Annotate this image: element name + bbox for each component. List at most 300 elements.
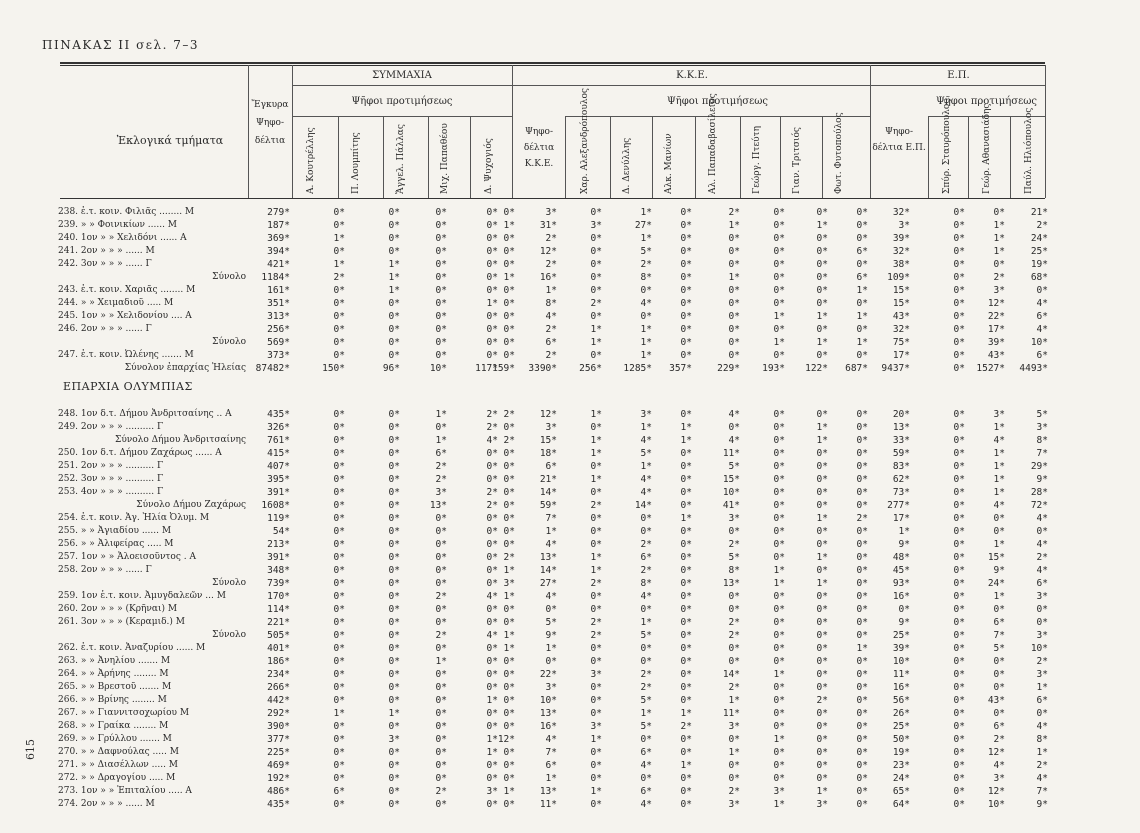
header-valid-votes: Ἔγκυρα Ψηφο-δέλτια	[251, 100, 289, 146]
cell: 96*	[382, 363, 400, 374]
cell: 2*	[728, 617, 740, 628]
cell: 1*	[333, 708, 345, 719]
cell: 15*	[987, 552, 1005, 563]
cell: 2*	[640, 565, 652, 576]
cell: 0*	[953, 272, 965, 283]
cell: 0*	[993, 708, 1005, 719]
cell: 3*	[545, 207, 557, 218]
cell: 4*	[640, 435, 652, 446]
cell: 9437*	[881, 363, 910, 374]
cell: 0*	[590, 422, 602, 433]
cell: 0*	[816, 350, 828, 361]
cell: 0*	[856, 565, 868, 576]
header-ep: Ε.Π.	[947, 70, 970, 81]
cell: 41*	[722, 500, 740, 511]
cell: 0*	[728, 604, 740, 615]
cell: 0*	[816, 669, 828, 680]
cell: 0*	[680, 285, 692, 296]
cell: 1*	[728, 272, 740, 283]
row-label: 261. 3ον » » » (Κεραμιδ.) Μ	[58, 617, 185, 627]
cell: 4493*	[1019, 363, 1048, 374]
cell: 1*	[545, 526, 557, 537]
header-bottom-rule	[60, 198, 1045, 199]
cell: 5*	[640, 630, 652, 641]
cell: 8*	[1036, 734, 1048, 745]
cell: 0*	[486, 233, 498, 244]
cell: 0*	[486, 669, 498, 680]
cell: 0*	[816, 246, 828, 257]
cell: 6*	[1036, 695, 1048, 706]
cell: 9*	[1036, 799, 1048, 810]
cell: 0*	[333, 643, 345, 654]
cell: 32*	[892, 207, 910, 218]
cell: 48*	[892, 552, 910, 563]
cell: 0*	[388, 760, 400, 771]
cell: 2*	[1036, 760, 1048, 771]
cell: 0*	[728, 656, 740, 667]
cell: 0*	[333, 773, 345, 784]
row-label: 245. 1ον » » Χελιδονίου .... Α	[58, 311, 192, 321]
cell: 395*	[267, 474, 290, 485]
cell: 3*	[590, 721, 602, 732]
cell: 0*	[503, 474, 515, 485]
cell: 6*	[993, 617, 1005, 628]
candidate-header: Αλ. Παπαδαβασίλειος	[708, 93, 718, 194]
cell: 1*	[816, 552, 828, 563]
cell: 0*	[590, 311, 602, 322]
cell: 0*	[503, 708, 515, 719]
cell: 1*	[640, 350, 652, 361]
cell: 0*	[773, 630, 785, 641]
row-label: 274. 2ον » » » ...... Μ	[58, 799, 155, 809]
cell: 4*	[640, 591, 652, 602]
cell: 0*	[680, 337, 692, 348]
cell: 59*	[539, 500, 557, 511]
cell: 2*	[545, 233, 557, 244]
cell: 1*	[590, 448, 602, 459]
cell: 0*	[816, 324, 828, 335]
cell: 0*	[773, 643, 785, 654]
cell: 1*	[773, 337, 785, 348]
cell: 0*	[333, 298, 345, 309]
cell: 1*	[993, 461, 1005, 472]
cell: 0*	[503, 695, 515, 706]
cell: 357*	[669, 363, 692, 374]
cell: 7*	[545, 747, 557, 758]
cell: 234*	[267, 669, 290, 680]
cell: 0*	[816, 643, 828, 654]
cell: 0*	[680, 409, 692, 420]
cell: 22*	[987, 311, 1005, 322]
cell: 0*	[953, 474, 965, 485]
cell: 1*	[728, 747, 740, 758]
cell: 3*	[993, 773, 1005, 784]
cell: 0*	[856, 552, 868, 563]
cell: 0*	[953, 695, 965, 706]
row-label: 247. ἑ.τ. κοιν. Ὠλένης ....... Μ	[58, 350, 194, 360]
cell: 0*	[388, 591, 400, 602]
cell: 6*	[640, 786, 652, 797]
cell: 351*	[267, 298, 290, 309]
cell: 0*	[333, 669, 345, 680]
cell: 0*	[486, 773, 498, 784]
cell: 225*	[267, 747, 290, 758]
cell: 13*	[429, 500, 447, 511]
row-label: 240. 1ον » » Χελιδόνι ...... Α	[58, 233, 187, 243]
cell: 0*	[435, 246, 447, 257]
cell: 16*	[539, 721, 557, 732]
cell: 1*	[545, 773, 557, 784]
cell: 1*	[680, 708, 692, 719]
cell: 17*	[892, 513, 910, 524]
cell: 279*	[267, 207, 290, 218]
cell: 5*	[993, 643, 1005, 654]
cell: 14*	[634, 500, 652, 511]
cell: 0*	[590, 487, 602, 498]
cell: 20*	[892, 409, 910, 420]
cell: 0*	[728, 259, 740, 270]
cell: 1*	[1036, 747, 1048, 758]
cell: 0*	[503, 669, 515, 680]
cell: 1*	[388, 708, 400, 719]
cell: 2*	[993, 734, 1005, 745]
cell: 390*	[267, 721, 290, 732]
cell: 0*	[333, 695, 345, 706]
cell: 3*	[773, 786, 785, 797]
cell: 10*	[429, 363, 447, 374]
cell: 0*	[590, 773, 602, 784]
cell: 0*	[680, 298, 692, 309]
cell: 0*	[503, 246, 515, 257]
cell: 0*	[856, 259, 868, 270]
cell: 0*	[773, 773, 785, 784]
cell: 0*	[953, 298, 965, 309]
cell: 9*	[898, 617, 910, 628]
cell: 0*	[953, 233, 965, 244]
cell: 4*	[993, 500, 1005, 511]
cell: 26*	[892, 708, 910, 719]
cell: 4*	[1036, 324, 1048, 335]
cell: 0*	[435, 513, 447, 524]
cell: 0*	[435, 337, 447, 348]
cell: 0*	[773, 285, 785, 296]
cell: 56*	[892, 695, 910, 706]
cell: 0*	[435, 578, 447, 589]
column-rule	[1045, 65, 1046, 198]
cell: 0*	[503, 526, 515, 537]
cell: 0*	[953, 734, 965, 745]
cell: 0*	[388, 578, 400, 589]
cell: 421*	[267, 259, 290, 270]
cell: 0*	[773, 487, 785, 498]
cell: 0*	[435, 721, 447, 732]
cell: 0*	[953, 324, 965, 335]
cell: 0*	[773, 350, 785, 361]
cell: 43*	[987, 695, 1005, 706]
cell: 0*	[333, 539, 345, 550]
cell: 2*	[435, 630, 447, 641]
cell: 313*	[267, 311, 290, 322]
cell: 0*	[503, 350, 515, 361]
cell: 0*	[953, 591, 965, 602]
cell: 0*	[856, 350, 868, 361]
cell: 0*	[680, 552, 692, 563]
cell: 4*	[1036, 773, 1048, 784]
cell: 0*	[640, 285, 652, 296]
cell: 0*	[680, 487, 692, 498]
cell: 18*	[539, 448, 557, 459]
cell: 0*	[953, 682, 965, 693]
cell: 0*	[728, 337, 740, 348]
cell: 0*	[816, 539, 828, 550]
row-label: 256. » » Ἀλιφείρας ..... Μ	[58, 539, 174, 549]
cell: 4*	[1036, 513, 1048, 524]
cell: 0*	[388, 298, 400, 309]
cell: 0*	[953, 773, 965, 784]
cell: 59*	[892, 448, 910, 459]
cell: 0*	[486, 448, 498, 459]
cell: 0*	[590, 461, 602, 472]
cell: 0*	[728, 773, 740, 784]
cell: 39*	[892, 233, 910, 244]
cell: 1*	[503, 786, 515, 797]
cell: 1*	[640, 617, 652, 628]
cell: 1*	[590, 337, 602, 348]
cell: 0*	[773, 513, 785, 524]
row-label: 268. » » Γραίκα ........ Μ	[58, 721, 169, 731]
candidate-header: Δ. Δενύλλης	[622, 137, 632, 194]
cell: 39*	[892, 643, 910, 654]
cell: 1*	[640, 207, 652, 218]
cell: 0*	[773, 435, 785, 446]
cell: 0*	[333, 552, 345, 563]
cell: 0*	[816, 526, 828, 537]
cell: 4*	[640, 799, 652, 810]
cell: 93*	[892, 578, 910, 589]
cell: 0*	[728, 311, 740, 322]
cell: 0*	[486, 350, 498, 361]
cell: 0*	[773, 448, 785, 459]
cell: 0*	[856, 747, 868, 758]
cell: 0*	[856, 617, 868, 628]
group-rule-1	[292, 85, 1045, 86]
cell: 0*	[503, 461, 515, 472]
cell: 0*	[640, 643, 652, 654]
cell: 0*	[680, 474, 692, 485]
cell: 1184*	[261, 272, 290, 283]
cell: 0*	[953, 539, 965, 550]
cell: 0*	[728, 285, 740, 296]
cell: 0*	[388, 799, 400, 810]
cell: 0*	[333, 526, 345, 537]
cell: 256*	[267, 324, 290, 335]
cell: 1285*	[623, 363, 652, 374]
header-ep-ballots: Ψηφο-δέλτια Ε.Π.	[872, 127, 926, 153]
cell: 0*	[953, 409, 965, 420]
cell: 0*	[856, 500, 868, 511]
cell: 0*	[680, 324, 692, 335]
column-rule	[652, 116, 653, 198]
cell: 0*	[388, 448, 400, 459]
cell: 0*	[728, 233, 740, 244]
cell: 2*	[435, 474, 447, 485]
cell: 0*	[388, 233, 400, 244]
cell: 2*	[545, 259, 557, 270]
cell: 0*	[388, 246, 400, 257]
cell: 0*	[590, 272, 602, 283]
cell: 15*	[539, 435, 557, 446]
cell: 1*	[590, 474, 602, 485]
cell: 3*	[545, 682, 557, 693]
cell: 2*	[728, 539, 740, 550]
cell: 739*	[267, 578, 290, 589]
cell: 0*	[333, 435, 345, 446]
cell: 1*	[856, 643, 868, 654]
column-rule	[428, 116, 429, 198]
cell: 0*	[388, 487, 400, 498]
cell: 0*	[816, 565, 828, 576]
cell: 221*	[267, 617, 290, 628]
cell: 391*	[267, 487, 290, 498]
cell: 0*	[953, 311, 965, 322]
cell: 0*	[856, 220, 868, 231]
cell: 486*	[267, 786, 290, 797]
cell: 0*	[816, 617, 828, 628]
cell: 0*	[388, 682, 400, 693]
cell: 187*	[267, 220, 290, 231]
cell: 0*	[993, 259, 1005, 270]
cell: 1*	[993, 539, 1005, 550]
cell: 11*	[539, 799, 557, 810]
cell: 0*	[953, 747, 965, 758]
cell: 0*	[856, 487, 868, 498]
cell: 1*	[435, 656, 447, 667]
cell: 0*	[388, 773, 400, 784]
cell: 0*	[435, 233, 447, 244]
cell: 0*	[816, 734, 828, 745]
cell: 0*	[953, 448, 965, 459]
column-rule	[512, 65, 513, 198]
cell: 0*	[953, 786, 965, 797]
row-label: 246. 2ον » » » ...... Γ	[58, 324, 152, 334]
cell: 0*	[333, 311, 345, 322]
cell: 1*	[590, 552, 602, 563]
cell: 0*	[333, 285, 345, 296]
cell: 1*	[486, 298, 498, 309]
cell: 0*	[953, 285, 965, 296]
cell: 11*	[722, 448, 740, 459]
candidate-header: Σπύρ. Σταυρόπουλος	[942, 98, 952, 194]
cell: 1*	[993, 233, 1005, 244]
column-rule	[968, 116, 969, 198]
cell: 0*	[728, 422, 740, 433]
row-label: 248. 1ον δ.τ. Δήμου Ἀνδριτσαίνης .. Α	[58, 409, 232, 419]
cell: 0*	[953, 526, 965, 537]
cell: 0*	[486, 799, 498, 810]
cell: 0*	[953, 721, 965, 732]
cell: 2*	[486, 422, 498, 433]
cell: 0*	[503, 207, 515, 218]
cell: 0*	[773, 552, 785, 563]
cell: 3*	[590, 220, 602, 231]
cell: 0*	[486, 311, 498, 322]
column-rule	[870, 65, 871, 198]
cell: 9*	[545, 630, 557, 641]
row-label: 258. 2ον » » » ...... Γ	[58, 565, 152, 575]
column-rule	[610, 116, 611, 198]
cell: 32*	[892, 324, 910, 335]
candidate-header: Γεώρ. Αθανασιάδης	[982, 103, 992, 194]
cell: 0*	[816, 448, 828, 459]
cell: 0*	[590, 513, 602, 524]
cell: 3*	[1036, 669, 1048, 680]
cell: 9*	[898, 539, 910, 550]
candidate-header: Δ. Ψυχογιός	[484, 138, 494, 194]
cell: 0*	[486, 259, 498, 270]
cell: 22*	[539, 669, 557, 680]
column-rule	[1010, 116, 1011, 198]
cell: 0*	[590, 695, 602, 706]
cell: 0*	[856, 474, 868, 485]
cell: 0*	[1036, 617, 1048, 628]
cell: 2*	[728, 682, 740, 693]
row-label: 243. ἑ.τ. κοιν. Χαριᾶς ........ Μ	[58, 285, 196, 295]
cell: 1*	[388, 272, 400, 283]
row-label: 267. » » Γιαννιτσοχωρίου Μ	[58, 708, 190, 718]
candidate-header: Ἄγγελ. Πάλλας	[396, 124, 406, 194]
cell: 1*	[333, 259, 345, 270]
cell: 0*	[680, 220, 692, 231]
header-pref-votes-1: Ψῆφοι προτιμήσεως	[351, 96, 453, 107]
cell: 0*	[816, 760, 828, 771]
group-rule-2	[292, 116, 512, 117]
cell: 0*	[773, 682, 785, 693]
cell: 0*	[640, 311, 652, 322]
cell: 0*	[953, 708, 965, 719]
cell: 1*	[503, 643, 515, 654]
cell: 394*	[267, 246, 290, 257]
cell: 292*	[267, 708, 290, 719]
cell: 117*	[475, 363, 498, 374]
cell: 4*	[1036, 721, 1048, 732]
cell: 0*	[435, 669, 447, 680]
cell: 1*	[503, 220, 515, 231]
cell: 0*	[435, 207, 447, 218]
cell: 0*	[680, 448, 692, 459]
cell: 13*	[892, 422, 910, 433]
cell: 0*	[590, 246, 602, 257]
cell: 0*	[816, 656, 828, 667]
row-label: 250. 1ον δ.τ. Δήμου Ζαχάρως ...... Α	[58, 448, 222, 458]
cell: 13*	[539, 786, 557, 797]
cell: 32*	[892, 246, 910, 257]
cell: 0*	[503, 773, 515, 784]
cell: 19*	[1030, 259, 1048, 270]
cell: 3*	[1036, 422, 1048, 433]
cell: 0*	[953, 246, 965, 257]
cell: 0*	[856, 734, 868, 745]
candidate-header: Χαρ. Αλεξανδρόπουλος	[580, 88, 590, 194]
cell: 0*	[856, 461, 868, 472]
cell: 6*	[435, 448, 447, 459]
header-symmaxia: ΣΥΜΜΑΧΙΑ	[372, 70, 432, 81]
cell: 0*	[333, 350, 345, 361]
cell: 6*	[640, 747, 652, 758]
cell: 4*	[993, 760, 1005, 771]
column-rule	[928, 116, 929, 198]
page-number: 615	[24, 739, 37, 760]
cell: 0*	[486, 708, 498, 719]
